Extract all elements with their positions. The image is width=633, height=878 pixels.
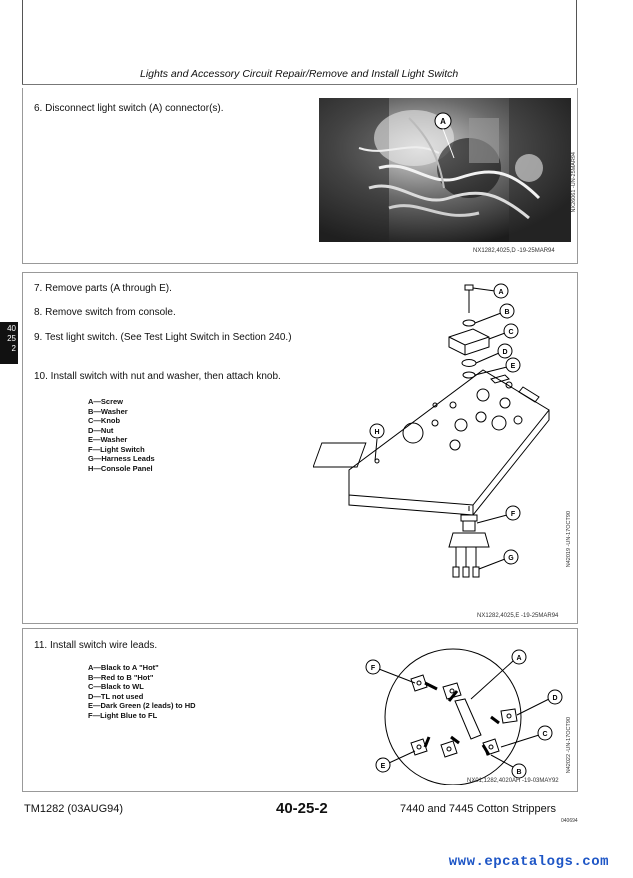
step-11-text: 11. Install switch wire leads.: [34, 640, 158, 651]
wiring-figure-id: NX01,1282,4020AH -19-03MAY92: [467, 778, 559, 784]
exploded-switch-diagram: [313, 275, 575, 613]
wire-callout-e: E: [380, 763, 386, 770]
wire-callout-b: B: [516, 769, 522, 776]
step-8-text: 8. Remove switch from console.: [34, 307, 176, 318]
wire-callout-c: C: [542, 731, 548, 738]
diagram-figure-id: NX1282,4025,E -19-25MAR94: [477, 613, 559, 619]
step-10-text: 10. Install switch with nut and washer, then attach knob.: [34, 371, 281, 382]
callout-e: E: [510, 363, 516, 370]
photo-callout-a: A: [440, 117, 446, 126]
section-wire-leads: [22, 628, 578, 792]
frame-right-rule: [576, 0, 577, 85]
wire-callout-f: F: [370, 665, 376, 672]
footer-model: 7440 and 7445 Cotton Strippers: [400, 803, 556, 815]
callout-g: G: [508, 555, 514, 562]
callout-b: B: [504, 309, 510, 316]
page-title: Lights and Accessory Circuit Repair/Remove and Install Light Switch: [140, 68, 459, 80]
callout-h: H: [374, 429, 380, 436]
diagram-side-id: N42019 -UN-17OCT90: [566, 511, 572, 568]
callout-d: D: [502, 349, 508, 356]
wire-callout-a: A: [516, 655, 522, 662]
step-7-text: 7. Remove parts (A through E).: [34, 283, 172, 294]
step-6-text: 6. Disconnect light switch (A) connector(s).: [34, 103, 224, 114]
callout-c: C: [508, 329, 514, 336]
callout-a: A: [498, 289, 504, 296]
footer-manual-id: TM1282 (03AUG94): [24, 803, 124, 815]
header-rule: [22, 84, 577, 85]
section-remove-switch: [22, 272, 578, 624]
wiring-diagram: [323, 639, 571, 785]
callout-f: F: [510, 511, 516, 518]
light-switch-photo: [319, 98, 571, 242]
section-disconnect: [22, 88, 578, 264]
footer-code: 040694: [561, 818, 578, 824]
watermark-link[interactable]: www.epcatalogs.com: [448, 854, 609, 870]
parts-legend: A—Screw B—Washer C—Knob D—Nut E—Washer F—Light Switch G—Harness Leads H—Console Panel: [88, 397, 155, 473]
wiring-side-id: N42022 -UN-17OCT90: [566, 717, 572, 774]
wire-legend: A—Black to A "Hot" B—Red to B "Hot" C—Black to WL D—TL not used E—Dark Green (2 leads) to HD F—Light Blue to FL: [88, 663, 196, 720]
step-9-text: 9. Test light switch. (See Test Light Switch in Section 240.): [34, 332, 292, 343]
photo-side-id: NX26061 -UN-25MAR94: [571, 152, 577, 213]
section-tab: 40 25 2: [0, 322, 18, 364]
wire-callout-d: D: [552, 695, 558, 702]
footer-page-number: 40-25-2: [276, 800, 328, 817]
frame-left-rule: [22, 0, 23, 85]
photo-figure-id: NX1282,4025,D -19-25MAR94: [473, 248, 555, 254]
